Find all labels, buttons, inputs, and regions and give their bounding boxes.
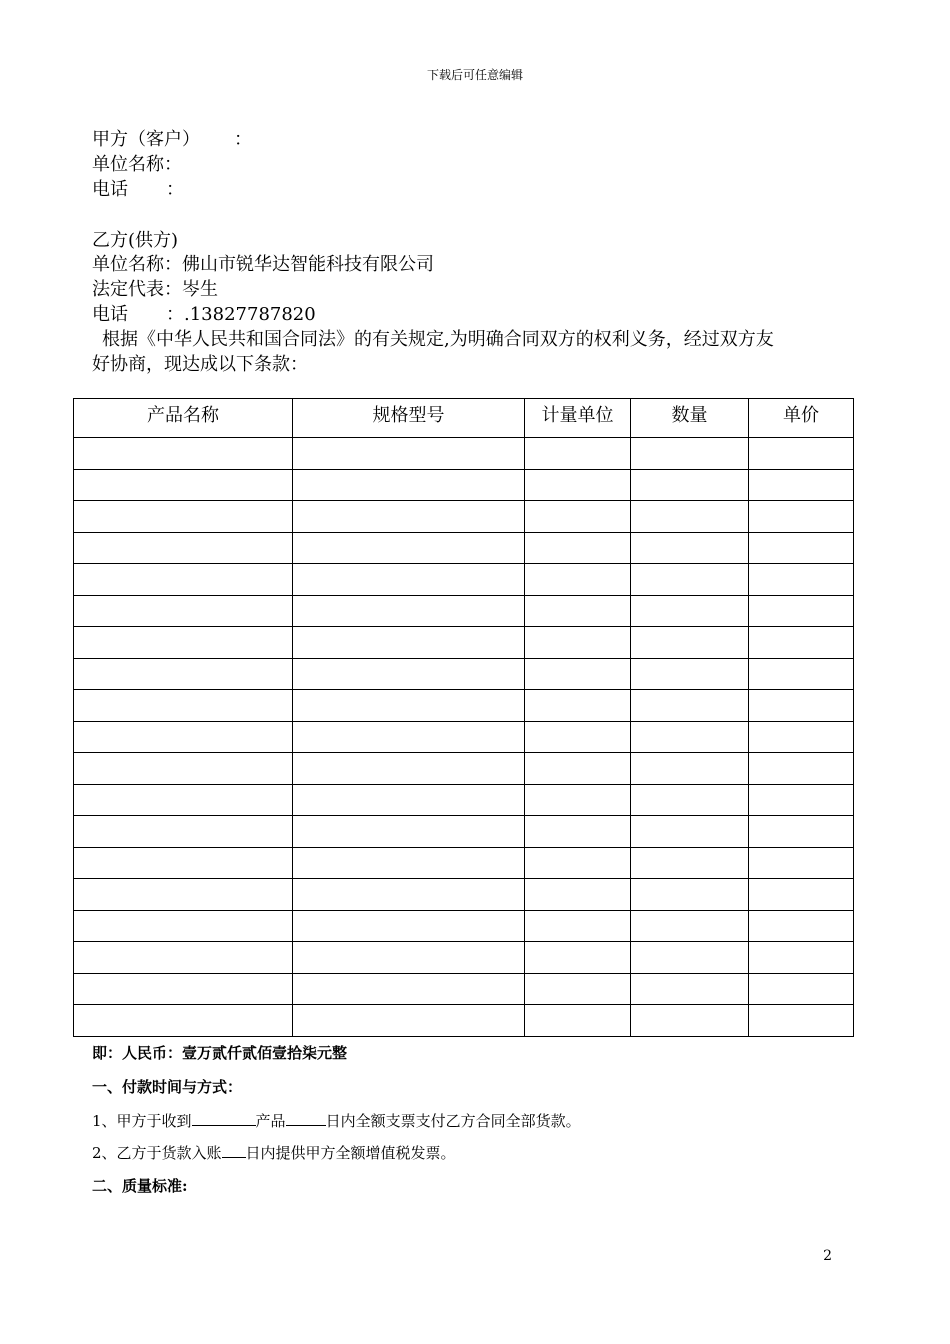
page-header-note: 下载后可任意编辑 [426,68,523,82]
table-cell[interactable] [74,690,293,722]
table-cell[interactable] [749,469,854,501]
table-cell[interactable] [74,721,293,753]
table-cell[interactable] [749,721,854,753]
table-row [74,753,854,785]
total-amount: 即：人民币：壹万贰仟贰佰壹拾柒元整 [92,1044,348,1062]
table-cell[interactable] [293,658,525,690]
table-cell[interactable] [631,438,749,470]
table-cell[interactable] [74,438,293,470]
table-cell[interactable] [293,627,525,659]
table-cell[interactable] [631,532,749,564]
col-header-quantity: 数量 [631,399,749,438]
party-b-title: 乙方(供方) [92,230,179,251]
table-cell[interactable] [749,847,854,879]
table-cell[interactable] [749,753,854,785]
table-cell[interactable] [293,910,525,942]
table-cell[interactable] [74,532,293,564]
table-cell[interactable] [749,784,854,816]
table-row [74,973,854,1005]
table-cell[interactable] [525,532,631,564]
table-cell[interactable] [631,879,749,911]
table-cell[interactable] [631,721,749,753]
table-cell[interactable] [631,627,749,659]
table-row [74,816,854,848]
table-cell[interactable] [631,690,749,722]
table-cell[interactable] [74,942,293,974]
item-1-text-b: 产品 [255,1112,286,1130]
table-cell[interactable] [631,501,749,533]
table-cell[interactable] [293,753,525,785]
table-cell[interactable] [293,690,525,722]
table-row [74,627,854,659]
table-cell[interactable] [525,627,631,659]
intro-line-1: 根据《中华人民共和国合同法》的有关规定,为明确合同双方的权利义务，经过双方友 [102,329,774,350]
table-cell[interactable] [525,438,631,470]
table-row [74,847,854,879]
table-cell[interactable] [631,595,749,627]
table-row [74,532,854,564]
table-cell[interactable] [749,564,854,596]
page-number: 2 [823,1248,832,1264]
party-a-title-colon: ： [234,129,252,150]
section-2-title: 二、质量标准: [92,1177,188,1195]
party-b-phone-label: 电话 [92,304,128,325]
table-cell[interactable] [525,910,631,942]
party-a-title: 甲方（客户） [92,129,200,150]
table-cell[interactable] [749,690,854,722]
table-row [74,595,854,627]
table-cell[interactable] [74,469,293,501]
table-cell[interactable] [293,501,525,533]
table-row [74,501,854,533]
party-b-phone-colon: ：. [166,304,190,325]
table-cell[interactable] [525,1005,631,1037]
table-cell[interactable] [749,438,854,470]
party-a-phone-colon: ： [166,179,184,200]
table-cell[interactable] [749,910,854,942]
table-cell[interactable] [293,1005,525,1037]
table-cell[interactable] [74,879,293,911]
col-header-unit: 计量单位 [525,399,631,438]
intro-line-2: 好协商，现达成以下条款： [92,354,308,375]
table-row [74,469,854,501]
party-a-company-label: 单位名称： [92,154,182,175]
table-cell[interactable] [74,784,293,816]
table-cell[interactable] [74,564,293,596]
table-header-row [74,399,854,438]
table-cell[interactable] [293,847,525,879]
col-header-product-name: 产品名称 [74,399,293,438]
table-cell[interactable] [631,1005,749,1037]
table-row [74,942,854,974]
table-cell[interactable] [749,1005,854,1037]
table-cell[interactable] [293,879,525,911]
table-cell[interactable] [293,564,525,596]
table-cell[interactable] [525,564,631,596]
table-row [74,690,854,722]
table-row [74,910,854,942]
party-b-rep-value: 岑生 [182,279,218,300]
table-cell[interactable] [525,847,631,879]
party-b-rep-label: 法定代表： [92,279,182,300]
table-cell[interactable] [525,942,631,974]
table-cell[interactable] [631,973,749,1005]
table-cell[interactable] [631,942,749,974]
table-cell[interactable] [74,753,293,785]
party-b-company-label: 单位名称： [92,254,182,275]
party-a-phone-label: 电话 [92,179,128,200]
table-cell[interactable] [749,816,854,848]
table-row [74,784,854,816]
table-cell[interactable] [525,501,631,533]
blank-field-invoice-days[interactable] [222,1141,246,1158]
party-b-company-value: 佛山市锐华达智能科技有限公司 [182,254,434,275]
table-cell[interactable] [74,910,293,942]
table-cell[interactable] [525,595,631,627]
party-a-title-line [92,125,252,151]
table-cell[interactable] [525,658,631,690]
table-cell[interactable] [74,1005,293,1037]
table-cell[interactable] [749,973,854,1005]
table-cell[interactable] [525,879,631,911]
table-cell[interactable] [631,658,749,690]
section-1-item-2 [92,1141,456,1163]
blank-field-product[interactable] [192,1109,256,1126]
party-b-phone-line [92,300,316,326]
table-cell[interactable] [293,816,525,848]
party-b-phone-value: 13827787820 [189,304,316,325]
table-cell[interactable] [293,438,525,470]
item-2-text-b: 日内提供甲方全额增值税发票。 [245,1144,456,1162]
table-row [74,438,854,470]
table-row [74,879,854,911]
table-cell[interactable] [293,721,525,753]
table-cell[interactable] [525,816,631,848]
section-1-item-1 [92,1109,581,1131]
table-row [74,658,854,690]
party-a-phone-line [92,175,184,201]
table-body [74,438,854,1037]
table-cell[interactable] [749,879,854,911]
table-cell[interactable] [631,784,749,816]
table-row [74,564,854,596]
item-1-text-a: 1、甲方于收到 [92,1112,192,1130]
table-cell[interactable] [631,564,749,596]
table-cell[interactable] [293,942,525,974]
table-cell[interactable] [293,595,525,627]
section-1-title: 一、付款时间与方式： [92,1078,243,1096]
table-cell[interactable] [631,910,749,942]
table-cell[interactable] [74,595,293,627]
table-cell[interactable] [293,532,525,564]
table-cell[interactable] [525,753,631,785]
table-cell[interactable] [631,847,749,879]
table-cell[interactable] [749,627,854,659]
table-cell[interactable] [749,942,854,974]
table-cell[interactable] [749,658,854,690]
party-b-rep-line [92,275,218,301]
table-cell[interactable] [749,532,854,564]
table-cell[interactable] [525,973,631,1005]
table-cell[interactable] [74,847,293,879]
table-cell[interactable] [293,973,525,1005]
table-cell[interactable] [749,595,854,627]
table-cell[interactable] [293,784,525,816]
table-cell[interactable] [74,501,293,533]
table-cell[interactable] [74,627,293,659]
blank-field-days[interactable] [286,1109,326,1126]
table-cell[interactable] [631,753,749,785]
table-cell[interactable] [525,784,631,816]
party-b-company-line [92,250,434,276]
col-header-spec-model: 规格型号 [293,399,525,438]
table-cell[interactable] [74,816,293,848]
table-cell[interactable] [74,973,293,1005]
item-2-text-a: 2、乙方于货款入账 [92,1144,222,1162]
item-1-text-c: 日内全额支票支付乙方合同全部货款。 [325,1112,581,1130]
table-cell[interactable] [74,658,293,690]
table-cell[interactable] [525,690,631,722]
table-cell[interactable] [631,469,749,501]
product-table [73,398,854,1037]
table-cell[interactable] [525,469,631,501]
table-cell[interactable] [749,501,854,533]
table-cell[interactable] [631,816,749,848]
table-row [74,1005,854,1037]
table-cell[interactable] [293,469,525,501]
col-header-unit-price: 单价 [749,399,854,438]
table-row [74,721,854,753]
table-cell[interactable] [525,721,631,753]
